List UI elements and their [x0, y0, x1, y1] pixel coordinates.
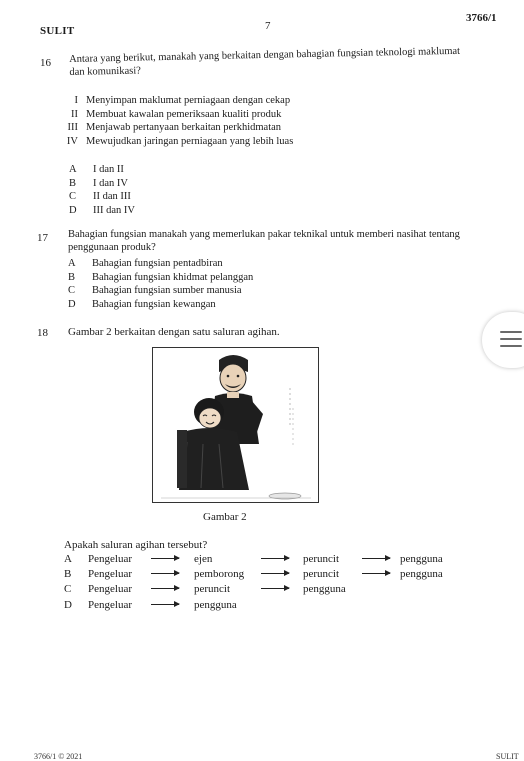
- q16-statement: IV Mewujudkan jaringan perniagaan yang lebih luas: [66, 135, 294, 147]
- q16-option-b[interactable]: B I dan IV: [69, 177, 128, 189]
- right-arrow-icon: [261, 573, 289, 574]
- q17-option-b[interactable]: B Bahagian fungsian khidmat pelanggan: [68, 271, 254, 283]
- q16-statement: I Menyimpan maklumat perniagaan dengan cekap: [74, 95, 291, 106]
- q17-option-d[interactable]: D Bahagian fungsian kewangan: [68, 298, 216, 310]
- q16-option-d[interactable]: D III dan IV: [69, 204, 135, 216]
- q18-number: 18: [37, 327, 48, 339]
- q17-text: Bahagian fungsian manakah yang memerlukan pakar teknikal untuk memberi nasihat tentang penggunaan produk?: [68, 229, 460, 253]
- menu-button[interactable]: [482, 312, 524, 368]
- footer-paper-code: 3766/1 © 2021: [34, 752, 83, 761]
- chain-step: pengguna: [400, 553, 443, 565]
- figure-caption: Gambar 2: [203, 511, 247, 523]
- chain-step: pemborong: [194, 568, 245, 580]
- chain-step: Pengeluar: [88, 553, 132, 565]
- barbershop-illustration: [152, 347, 319, 503]
- chain-step: peruncit: [303, 553, 340, 565]
- chain-step: pengguna: [194, 599, 237, 611]
- q17-options: [68, 257, 253, 311]
- hamburger-menu-icon: [500, 331, 522, 333]
- barber-cutting-hair-image: [153, 348, 318, 502]
- hamburger-menu-icon: [500, 345, 522, 347]
- right-arrow-icon: [362, 558, 390, 559]
- q18-text: Gambar 2 berkaitan dengan satu saluran agihan.: [68, 326, 280, 338]
- paper-code: 3766/1: [466, 12, 497, 24]
- chain-step: peruncit: [303, 568, 340, 580]
- page-number: 7: [265, 20, 271, 32]
- q16-statements: [54, 94, 293, 148]
- option-letter: B: [64, 568, 72, 580]
- q17-option-c[interactable]: C Bahagian fungsian sumber manusia: [68, 285, 242, 297]
- q16-options: [69, 163, 135, 217]
- right-arrow-icon: [151, 588, 179, 589]
- q18-question: Apakah saluran agihan tersebut?: [64, 539, 208, 551]
- chain-step: Pengeluar: [88, 583, 132, 595]
- right-arrow-icon: [151, 604, 179, 605]
- option-letter: D: [64, 599, 72, 611]
- chain-step: pengguna: [303, 583, 346, 595]
- chain-step: Pengeluar: [88, 568, 132, 580]
- chain-step: Pengeluar: [88, 599, 132, 611]
- right-arrow-icon: [362, 573, 390, 574]
- chain-step: pengguna: [400, 568, 443, 580]
- hamburger-menu-icon: [500, 338, 522, 340]
- q16-statement: III Menjawab pertanyaan berkaitan perkhidmatan: [67, 122, 282, 134]
- q16-option-a[interactable]: A I dan II: [69, 164, 124, 175]
- q16-option-c[interactable]: C II dan III: [69, 191, 131, 203]
- q17-option-a[interactable]: A Bahagian fungsian pentadbiran: [68, 258, 223, 269]
- right-arrow-icon: [261, 588, 289, 589]
- q17-number: 17: [37, 232, 48, 244]
- q16-text: Antara yang berikut, manakah yang berkaitan dengan bahagian fungsian teknologi maklumat dan komunikasi?: [69, 45, 461, 78]
- footer-confidential-label: SULIT: [496, 752, 519, 761]
- right-arrow-icon: [151, 558, 179, 559]
- q16-statement: II Membuat kawalan pemeriksaan kualiti produk: [71, 108, 282, 120]
- option-letter: A: [64, 553, 72, 565]
- chain-step: peruncit: [194, 583, 231, 595]
- q16-number: 16: [40, 57, 51, 69]
- right-arrow-icon: [151, 573, 179, 574]
- right-arrow-icon: [261, 558, 289, 559]
- header-confidential-label: SULIT: [40, 25, 75, 37]
- option-letter: C: [64, 583, 72, 595]
- chain-step: ejen: [194, 553, 213, 565]
